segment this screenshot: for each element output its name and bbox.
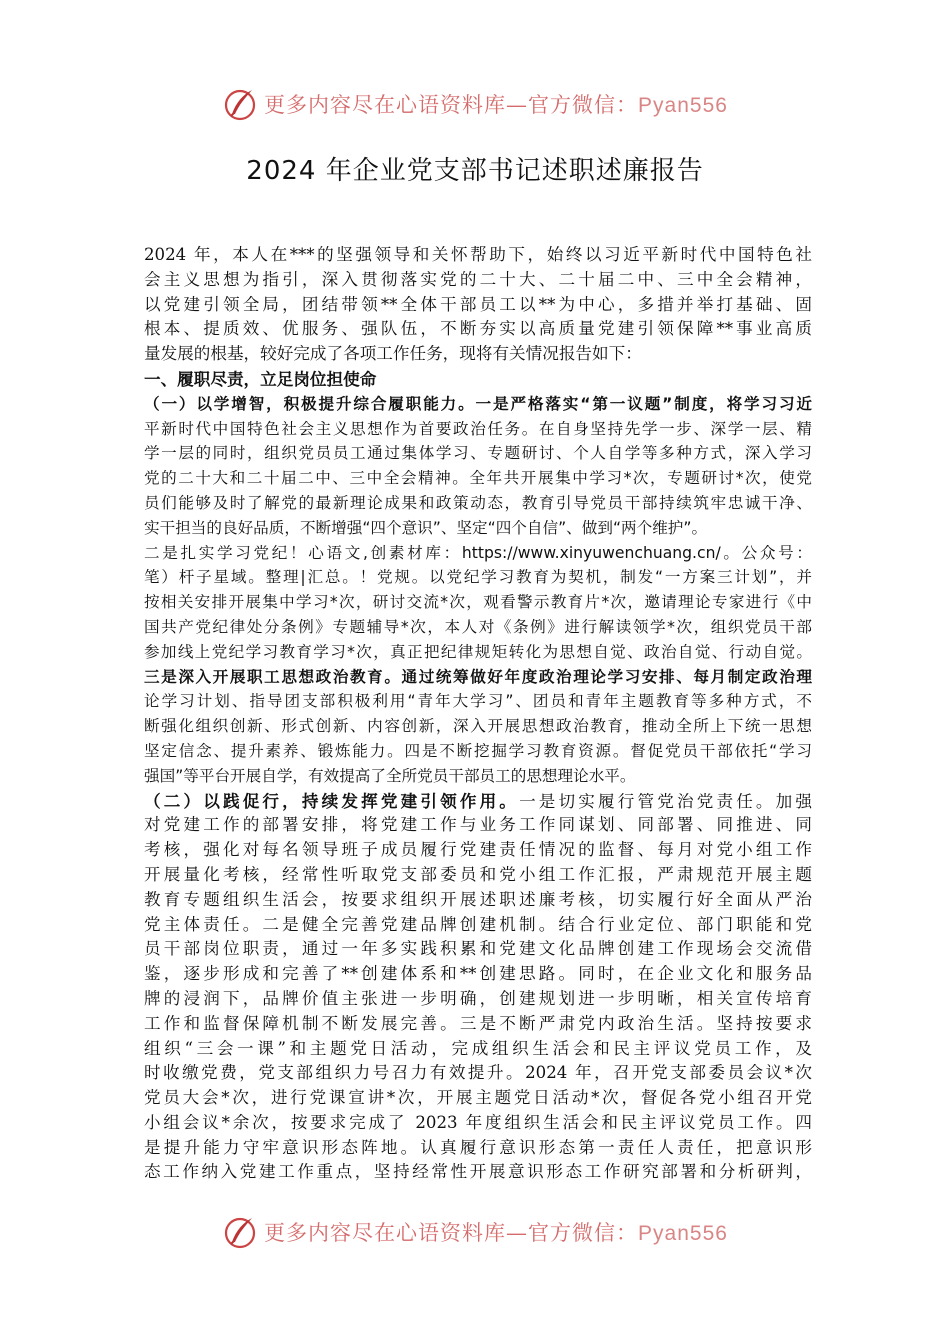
part2-line: 工作和监督保障机制不断发展完善。三是不断严肃党内政治生活。坚持按要求	[144, 1013, 812, 1033]
intro-line: 以党建引领全局，团结带领**全体干部员工以**为中心，多措并举打基础、固	[144, 294, 812, 314]
part2-line: 对党建工作的部署安排，将党建工作与业务工作同谋划、同部署、同推进、同	[144, 815, 812, 835]
part2-line: 鉴，逐步形成和完善了**创建体系和**创建思路。同时，在企业文化和服务品	[144, 964, 812, 984]
wechat-id: Pyan556	[638, 94, 728, 117]
part1-line: 论学习计划、指导团支部积极利用“青年大学习”、团员和青年主题教育等多种方式，不	[144, 692, 812, 711]
part2-line: 牌的浸润下，品牌价值主张进一步明确，创建规划进一步明晰，相关宣传培育	[144, 988, 812, 1008]
part2-line	[144, 789, 812, 814]
part2-line: 开展量化考核，经常性听取党支部委员和党小组工作汇报，严肃规范开展主题	[144, 864, 812, 884]
part1-line: 笔）杆子星域。整理|汇总。！党规。以党纪学习教育为契机，制发“一方案三计划”，并	[144, 568, 812, 587]
banner-text: 更多内容尽在心语资料库—官方微信：Pyan556	[264, 1221, 728, 1245]
part2-first-text: 一是切实履行管党治党责任。加强	[519, 791, 812, 811]
document-title: 2024 年企业党支部书记述职述廉报告	[246, 156, 704, 186]
part1-line: 参加线上党纪学习教育学习*次，真正把纪律规矩转化为思想自觉、政治自觉、行动自觉。	[144, 642, 812, 661]
part1-line: 实干担当的良好品质，不断增强“四个意识”、坚定“四个自信”、做到“两个维护”。	[144, 518, 708, 537]
part2-heading: （二）以践促行，持续发挥党建引领作用。	[144, 790, 520, 811]
part1-line: 按相关安排开展集中学习*次，研讨交流*次，观看警示教育片*次，邀请理论专家进行《中	[144, 593, 812, 612]
part1-line: 平新时代中国特色社会主义思想作为首要政治任务。在自身坚持先学一步、深学一层、精	[144, 419, 812, 438]
part2-line: 态工作纳入党建工作重点，坚持经常性开展意识形态工作研究部署和分析研判，	[144, 1162, 812, 1182]
quill-pen-logo-icon	[222, 86, 258, 122]
footer-banner	[0, 1212, 950, 1252]
header-banner	[0, 84, 950, 124]
part2-line: 员干部岗位职责，通过一年多实践积累和党建文化品牌创建工作现场会交流借	[144, 939, 812, 959]
part2-line: 时收缴党费，党支部组织力号召力有效提升。2024 年，召开党支部委员会议*次	[144, 1063, 812, 1083]
part1-line: 三是深入开展职工思想政治教育。通过统筹做好年度政治理论学习安排、每月制定政治理	[144, 667, 812, 686]
part2-line: 教育专题组织生活会，按要求组织开展述职述廉考核，切实履行好全面从严治	[144, 889, 812, 909]
part1-line: 员们能够及时了解党的最新理论成果和政策动态，教育引导党员干部持续筑牢忠诚干净、	[144, 493, 812, 512]
intro-line: 量发展的根基，较好完成了各项工作任务，现将有关情况报告如下：	[144, 344, 642, 364]
part2-line: 组织“三会一课”和主题党日活动，完成组织生活会和民主评议党员工作，及	[144, 1038, 812, 1058]
part2-line: 考核，强化对每名领导班子成员履行党建责任情况的监督、每月对党小组工作	[144, 840, 812, 860]
part1-line: 国共产党纪律处分条例》专题辅导*次，本人对《条例》进行解读领学*次，组织党员干部	[144, 617, 812, 636]
part1-line: （一）以学增智，积极提升综合履职能力。一是严格落实“第一议题”制度，将学习习近	[144, 394, 812, 413]
part1-line: 党的二十大和二十届二中、三中全会精神。全年共开展集中学习*次，专题研讨*次，使党	[144, 469, 812, 488]
part1-line: 断强化组织创新、形式创新、内容创新，深入开展思想政治教育，推动全所上下统一思想	[144, 717, 812, 736]
part2-line: 小组会议*余次，按要求完成了 2023 年度组织生活会和民主评议党员工作。四	[144, 1112, 812, 1132]
intro-line: 会主义思想为指引，深入贯彻落实党的二十大、二十届二中、三中全会精神，	[144, 269, 812, 289]
banner-text: 更多内容尽在心语资料库—官方微信：Pyan556	[264, 93, 728, 117]
intro-line: 根本、提质效、优服务、强队伍，不断夯实以高质量党建引领保障**事业高质	[144, 319, 812, 339]
intro-line: 2024 年，本人在***的坚强领导和关怀帮助下，始终以习近平新时代中国特色社	[144, 245, 812, 264]
part1-line: 坚定信念、提升素养、锻炼能力。四是不断挖掘学习教育资源。督促党员干部依托“学习	[144, 741, 812, 760]
part2-line: 党员大会*次，进行党课宣讲*次，开展主题党日活动*次，督促各党小组召开党	[144, 1088, 812, 1108]
wechat-id: Pyan556	[638, 1222, 728, 1245]
part1-line: 强国”等平台开展自学，有效提高了全所党员干部员工的思想理论水平。	[144, 766, 636, 785]
part1-line: 学一层的同时，组织党员员工通过集体学习、专题研讨、个人自学等多种方式，深入学习	[144, 444, 812, 463]
section-heading: 一、履职尽责，立足岗位担使命	[144, 368, 377, 389]
part2-line: 是提升能力守牢意识形态阵地。认真履行意识形态第一责任人责任，把意识形	[144, 1137, 812, 1157]
part2-line: 党主体责任。二是健全完善党建品牌创建机制。结合行业定位、部门职能和党	[144, 914, 812, 934]
document-body	[144, 243, 812, 1185]
quill-pen-logo-icon	[222, 1214, 258, 1250]
part1-line: 二是扎实学习党纪！心语文,创素材库：https://www.xinyuwenchuang.cn/。公众号：	[144, 543, 812, 562]
